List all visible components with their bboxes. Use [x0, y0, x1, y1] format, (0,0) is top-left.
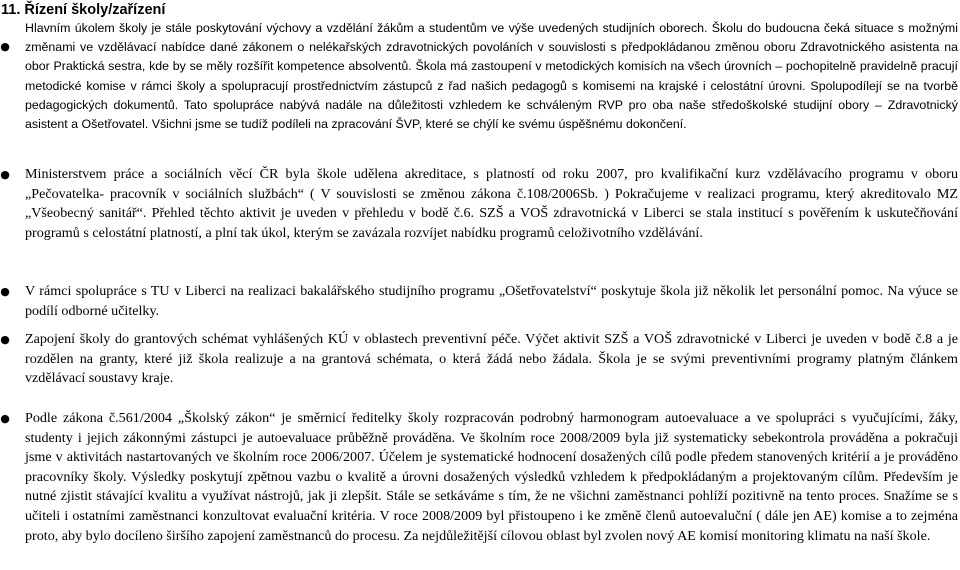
paragraph-text: Hlavním úkolem školy je stále poskytování výchovy a vzdělání žákům a studentům ve výše uvedených studijních oborech. Školu do budoucna čeká situace s možnými změnami ve vzdělávací nabídce dané zákonem o nelékařských zdravotnických povoláních v souvislosti s předpokládanou změnou oboru Zdravotnického asistenta na obor Praktická sestra, kde by se měly rozšířit kompetence absolventů. Škola má zastoupení v metodických komisích na všech úrovních – pochopitelně pravidelně pracují metodické komise v rámci školy a spolupracují prostřednictvím zástupců z řad našich pedagogů s komisemi na krajské i celostátní úrovni. Spolupodílejí se na tvorbě pedagogických dokumentů. Tato spolupráce nabývá nadále na důležitosti vzhledem ke schváleným RVP pro oba naše středoškolské studijní obory – Zdravotnický asistent a Ošetřovatel. Všichni jsme se tudíž podíleli na zpracování ŠVP, které se chýlí ke svému úspěšnému dokončení. — [25, 21, 958, 132]
bullet-dot-icon: ● — [0, 333, 10, 346]
paragraph-text: V rámci spolupráce s TU v Liberci na realizaci bakalářského studijního programu „Ošetřovatelství“ poskytuje škola již několik let personální pomoc. Na výuce se podílí odborné učitelky. — [25, 283, 958, 319]
paragraph-text: Zapojení školy do grantových schémat vyhlášených KÚ v oblastech preventivní péče. Výčet aktivit SZŠ a VOŠ zdravotnické v Liberci je uveden v bodě č.8 a je rozdělen na granty, které již škola realizuje a na grantová schémata, o která žádá nebo žádala. Škola je se svými preventivními programy platným článkem vzdělávací soustavy kraje. — [25, 331, 958, 387]
section-heading: 11. Řízení školy/zařízení — [1, 2, 166, 18]
bullet-dot-icon: ● — [0, 40, 10, 53]
bullet-dot-icon: ● — [0, 168, 10, 181]
paragraph-text: Ministerstvem práce a sociálních věcí ČR byla škole udělena akreditace, s platností od roku 2007, pro kvalifikační kurz vzdělávacího programu v oboru „Pečovatelka- pracovník v sociálních službách“ ( V souvislosti se změnou zákona č.108/2006Sb. ) Pokračujeme v realizaci programu, který akreditovalo MZ „Všeobecný sanitář“. Přehled těchto aktivit je uveden v přehledu v bodě č.6. SZŠ a VOŠ zdravotnická v Liberci se stala institucí s pověřením k uskutečňování programů s celostátní platností, a plní tak úkol, kterým se zavázala rozvíjet nabídku programů celoživotního vzdělávání. — [25, 166, 958, 241]
paragraph-text: Podle zákona č.561/2004 „Školský zákon“ je směrnicí ředitelky školy rozpracován podrobný harmonogram autoevaluace a ve spolupráci s vyučujícími, žáky, studenty i jejich zákonnými zástupci je autoevaluace průběžně prováděna. Ve školním roce 2008/2009 byla již systematicky sebekontrola prováděna a pokračuji jsme v aktivitách nastartovaných ve školním roce 2006/2007. Účelem je systematické hodnocení dosažených cílů podle předem stanovených kritérií a je prováděno pracovníky školy. Výsledky poskytují zpětnou vazbu o kvalitě a úrovni dosažených výsledků vzhledem k předpokládaným a projektovaným cílům. Především je nutné zjistit stávající kvalitu a využívat nástrojů, jak ji zlepšit. Stále se setkáváme s tím, že ne všichni zaměstnanci pohlíží pozitivně na tento proces. Snažíme se s učiteli i ostatními zaměstnanci konzultovat evaluační kritéria. V roce 2008/2009 byl přistoupeno i ke změně členů autoevaluční ( dále jen AE) komise a to zejména proto, aby bylo docíleno širšího zapojení zaměstnanců do procesu. Za nejdůležitější cílovou oblast byl zvolen nový AE komisí monitoring klimatu na naší škole. — [25, 410, 958, 544]
bullet-dot-icon: ● — [0, 285, 10, 298]
bullet-dot-icon: ● — [0, 412, 10, 425]
